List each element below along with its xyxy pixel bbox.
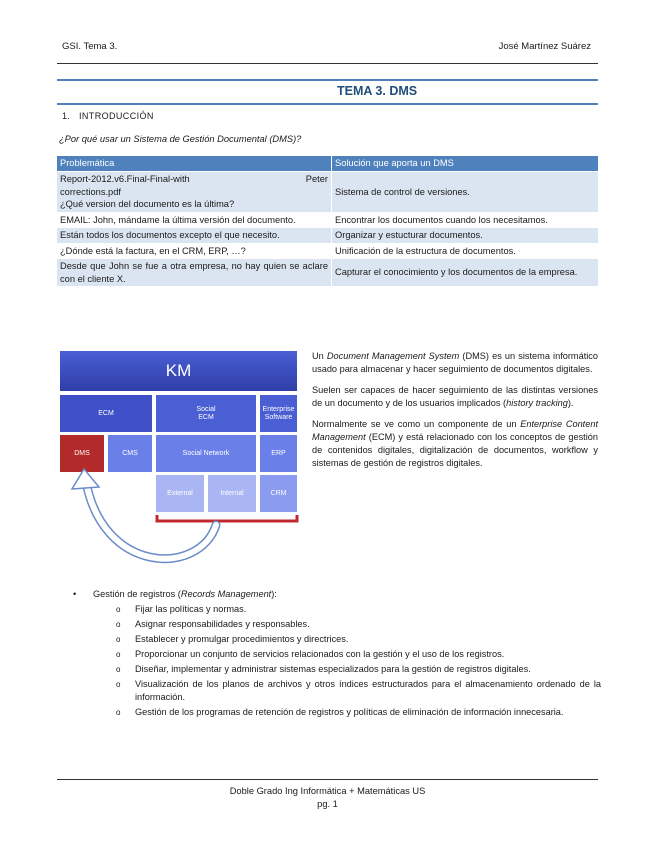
- intro-paragraph: Un Document Management System (DMS) es un sistema informático usado para almacenar y hacer seguimiento de documentos digitales.: [312, 351, 598, 374]
- records-sublist: [73, 603, 601, 719]
- internal-block: Internal: [208, 475, 256, 512]
- section-heading: [62, 111, 154, 121]
- page-number: pg. 1: [317, 799, 338, 809]
- table-cell: Organizar y estucturar documentos.: [332, 228, 599, 244]
- question: ¿Por qué usar un Sistema de Gestión Documental (DMS)?: [59, 134, 302, 144]
- curved-arrow-outline: [85, 476, 216, 559]
- enterprise-line1: Enterprise: [262, 405, 295, 413]
- page-title: TEMA 3. DMS: [337, 84, 418, 98]
- km-block: KM: [60, 351, 297, 391]
- table-row: [57, 259, 598, 287]
- table-row: [57, 228, 598, 244]
- arrow-head: [72, 469, 99, 489]
- cms-block: CMS: [108, 435, 152, 472]
- list-item: o Establecer y promulgar procedimientos y directrices.: [116, 634, 349, 644]
- emphasis: history tracking: [506, 398, 568, 408]
- red-bracket: [157, 515, 297, 521]
- records-management: [73, 588, 601, 721]
- table-cell: Desde que John se fue a otra empresa, no hay quien se aclare con el cliente X.: [57, 259, 332, 287]
- problems-table: [57, 156, 598, 286]
- enterprise-line2: Software: [264, 413, 293, 421]
- report-filename-part1: Report-2012.v6.Final-Final-with: [60, 174, 190, 184]
- section-title: INTRODUCCIÓN: [79, 111, 154, 121]
- circle-bullet-icon: o: [116, 708, 121, 717]
- bullet-icon: •: [73, 589, 77, 599]
- footer-degree: Doble Grado Ing Informática + Matemáticas US: [229, 786, 426, 796]
- km-diagram: [60, 351, 297, 581]
- header-divider: [57, 63, 598, 64]
- title-box: [57, 79, 598, 105]
- social-ecm-line2: ECM: [198, 413, 214, 421]
- social-network-block: Social Network: [156, 435, 256, 472]
- erp-block: ERP: [260, 435, 297, 472]
- dms-block: DMS: [60, 435, 104, 472]
- table-cell: Unificación de la estructura de documentos.: [332, 243, 599, 259]
- emphasis: Document Management System: [326, 351, 460, 361]
- section-number: 1.: [62, 111, 71, 121]
- crm-block: CRM: [260, 475, 297, 512]
- dms-description: [312, 350, 598, 478]
- circle-bullet-icon: o: [116, 650, 121, 659]
- header-right: José Martínez Suárez: [498, 41, 591, 52]
- intro-paragraph: Suelen ser capaces de hacer seguimiento de las distintas versiones de un documento y de los usuarios implicados (history tracking).: [312, 385, 598, 408]
- table-cell: Encontrar los documentos cuando los necesitamos.: [332, 212, 599, 228]
- intro-paragraph: Normalmente se ve como un componente de un Enterprise Content Management (ECM) y está relacionado con los conceptos de gestión de contenidos digitales, digitalización de documentos, workflow y sistemas de gestión de registros digitales.: [312, 419, 598, 468]
- list-item: o Visualización de los planos de archivos y otros índices estructurados para el almacenamiento ordenado de la información.: [116, 679, 601, 702]
- records-heading: Gestión de registros (Records Management):: [93, 589, 277, 599]
- circle-bullet-icon: o: [116, 605, 121, 614]
- emphasis: Enterprise Content Management: [312, 419, 598, 442]
- table-cell: [57, 172, 332, 213]
- ecm-block: ECM: [60, 395, 152, 432]
- list-item: o Gestión de los programas de retención de registros y políticas de eliminación de información innecesaria.: [116, 707, 564, 717]
- circle-bullet-icon: o: [116, 620, 121, 629]
- list-item: o Asignar responsabilidades y responsables.: [116, 619, 310, 629]
- circle-bullet-icon: o: [116, 635, 121, 644]
- table-cell: Capturar el conocimiento y los documentos de la empresa.: [332, 259, 599, 287]
- circle-bullet-icon: o: [116, 665, 121, 674]
- social-ecm-line1: Social: [196, 405, 216, 413]
- table-cell: ¿Dónde está la factura, en el CRM, ERP, …?: [57, 243, 332, 259]
- table-row: [57, 243, 598, 259]
- header-left: GSI. Tema 3.: [62, 41, 118, 52]
- table-row: [57, 212, 598, 228]
- external-block: External: [156, 475, 204, 512]
- report-filename-part2: Peter: [305, 174, 328, 184]
- list-item: o Diseñar, implementar y administrar sistemas especializados para la gestión de registros digitales.: [116, 664, 531, 674]
- table-cell: Sistema de control de versiones.: [332, 172, 599, 213]
- bracket-and-arrow: [60, 351, 297, 581]
- list-item: o Proporcionar un conjunto de servicios relacionados con la gestión y el uso de los registros.: [116, 649, 505, 659]
- version-question: ¿Qué version del documento es la última?: [60, 199, 235, 209]
- report-filename-part3: corrections.pdf: [60, 186, 121, 197]
- table-cell: EMAIL: John, mándame la última versión del documento.: [57, 212, 332, 228]
- table-cell: Están todos los documentos excepto el que necesito.: [57, 228, 332, 244]
- table-row: [57, 172, 598, 213]
- footer-divider: [57, 779, 598, 780]
- table-header-problem: Problemática: [57, 156, 332, 172]
- table-header-solution: Solución que aporta un DMS: [332, 156, 599, 172]
- list-item: o Fijar las políticas y normas.: [116, 604, 247, 614]
- list-item: [73, 588, 601, 601]
- circle-bullet-icon: o: [116, 680, 121, 689]
